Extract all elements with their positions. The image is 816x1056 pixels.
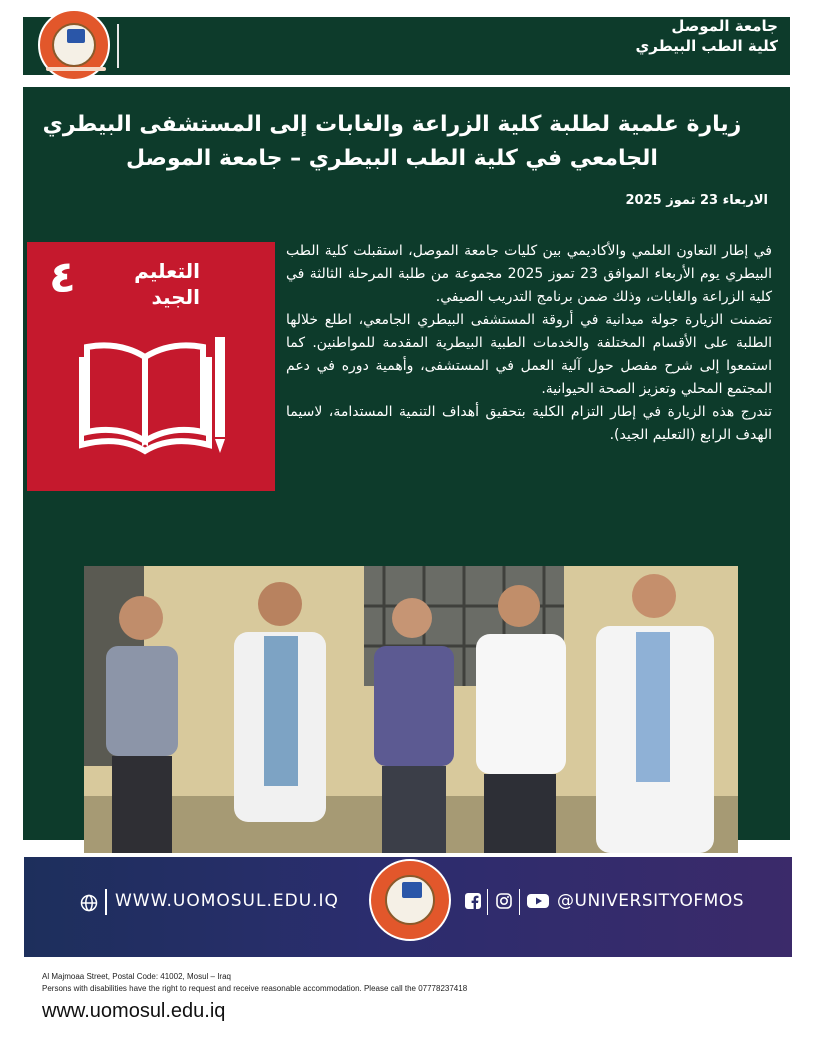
group-photo — [84, 566, 738, 853]
globe-icon — [80, 894, 98, 912]
accessibility-note: Persons with disabilities have the right to request and receive reasonable accommodation. Please call the 07778237418 — [42, 984, 468, 993]
sdg-label-line1: التعليم — [134, 259, 200, 283]
sdg-label — [134, 258, 200, 310]
sdg-label-line2: الجيد — [151, 285, 200, 309]
facebook-icon[interactable] — [465, 893, 481, 909]
footer-social-divider — [487, 889, 488, 915]
book-pencil-icon — [79, 337, 229, 457]
sdg-number: ٤ — [49, 252, 76, 303]
footer-website[interactable]: WWW.UOMOSUL.EDU.IQ — [115, 891, 339, 911]
college-name: كلية الطب البيطري — [635, 37, 778, 55]
postal-address: Al Majmoaa Street, Postal Code: 41002, Mosul – Iraq — [42, 972, 231, 981]
footer-social-divider-2 — [519, 889, 520, 915]
footer-social-handle[interactable]: @UNIVERSITYOFMOS — [557, 891, 744, 911]
bottom-website-link[interactable]: www.uomosul.edu.iq — [42, 1000, 226, 1022]
university-name: جامعة الموصل — [671, 17, 778, 35]
paragraph-2: تضمنت الزيارة جولة ميدانية في أروقة المستشفى البيطري الجامعي، اطلع خلالها الطلبة على الأقسام المختلفة والخدمات الطبية البيطرية المقدمة للمواطنين. كما استمعوا إلى شرح مفصل حول آلية العمل في المستشفى، وأهمية دوره في دعم المجتمع المحلي وتعزيز الصحة الحيوانية. — [286, 312, 772, 397]
paragraph-1: في إطار التعاون العلمي والأكاديمي بين كليات جامعة الموصل، استقبلت كلية الطب البيطري يوم الأربعاء الموافق 23 تموز 2025 مجموعة من طلبة المرحلة الثالثة في كلية الزراعة والغابات، وذلك ضمن برنامج التدريب الصيفي. — [286, 243, 772, 305]
article-body — [286, 240, 772, 447]
article-title: زيارة علمية لطلبة كلية الزراعة والغابات إلى المستشفى البيطري الجامعي في كلية الطب البيطري – جامعة الموصل — [42, 112, 742, 171]
instagram-icon[interactable] — [496, 893, 512, 909]
footer-divider — [105, 889, 107, 915]
header-divider — [117, 24, 119, 68]
contact-info — [42, 971, 467, 995]
footer-university-logo — [369, 859, 451, 941]
header-names — [636, 16, 779, 56]
university-logo — [38, 9, 110, 81]
article-date: الاربعاء 23 تموز 2025 — [625, 193, 768, 208]
youtube-icon[interactable] — [527, 893, 549, 909]
sdg-goal-4-tile — [27, 242, 275, 491]
paragraph-3: تندرج هذه الزيارة في إطار التزام الكلية بتحقيق أهداف التنمية المستدامة، لاسيما الهدف الرابع (التعليم الجيد). — [286, 404, 772, 443]
